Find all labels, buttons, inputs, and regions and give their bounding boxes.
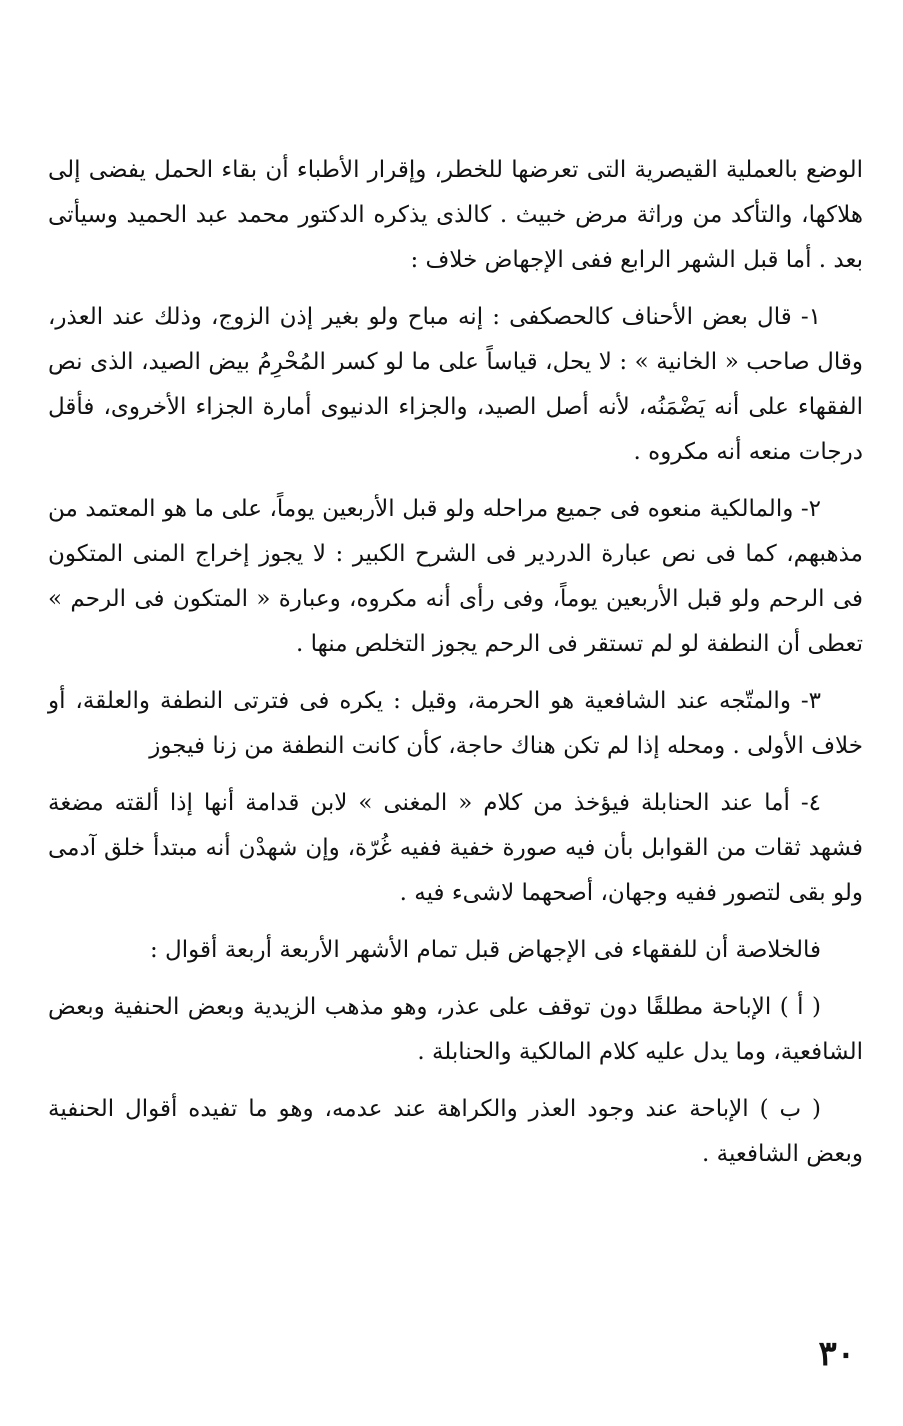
paragraph-hanbali: ٤- أما عند الحنابلة فيؤخذ من كلام « المغنى » لابن قدامة أنها إذا ألقته مضغة فشهد ثقات من القوابل بأن فيه صورة خفية ففيه غُرّة، وإن شهدْن أنه مبتدأ خلق آدمى ولو بقى لتصور ففيه وجهان، أصحهما لاشىء فيه .	[48, 790, 863, 906]
paragraph-shafii: ٣- والمتّجه عند الشافعية هو الحرمة، وقيل : يكره فى فترتى النطفة والعلقة، أو خلاف الأولى . ومحله إذا لم تكن هناك حاجة، كأن كانت النطفة من زنا فيجوز	[48, 688, 863, 759]
paragraph-opinion-a: ( أ ) الإباحة مطلقًا دون توقف على عذر، وهو مذهب الزيدية وبعض الحنفية وبعض الشافعية، وما يدل عليه كلام المالكية والحنابلة .	[48, 994, 863, 1065]
page-body	[48, 148, 863, 1189]
paragraph-summary: فالخلاصة أن للفقهاء فى الإجهاض قبل تمام الأشهر الأربعة أربعة أقوال :	[149, 937, 821, 963]
paragraph-hanafi: ١- قال بعض الأحناف كالحصكفى : إنه مباح ولو بغير إذن الزوج، وذلك عند العذر، وقال صاحب « الخانية » : لا يحل، قياساً على ما لو كسر المُحْرِمُ بيض الصيد، الذى نص الفقهاء على أنه يَضْمَنُه، لأنه أصل الصيد، والجزاء الدنيوى أمارة الجزاء الأخروى، فأقل درجات منعه أنه مكروه .	[48, 304, 863, 465]
paragraph-intro: الوضع بالعملية القيصرية التى تعرضها للخطر، وإقرار الأطباء أن بقاء الحمل يفضى إلى هلاكها، والتأكد من وراثة مرض خبيث . كالذى يذكره الدكتور محمد عبد الحميد وسيأتى بعد . أما قبل الشهر الرابع ففى الإجهاض خلاف :	[48, 157, 863, 273]
paragraph-opinion-b: ( ب ) الإباحة عند وجود العذر والكراهة عند عدمه، وهو ما تفيده أقوال الحنفية وبعض الشافعية .	[48, 1096, 863, 1167]
page-number: ٣٠	[818, 1334, 855, 1374]
paragraph-maliki: ٢- والمالكية منعوه فى جميع مراحله ولو قبل الأربعين يوماً، على ما هو المعتمد من مذهبهم، كما فى نص عبارة الدردير فى الشرح الكبير : لا يجوز إخراج المنى المتكون فى الرحم ولو قبل الأربعين يوماً، وفى رأى أنه مكروه، وعبارة « المتكون فى الرحم » تعطى أن النطفة لو لم تستقر فى الرحم يجوز التخلص منها .	[48, 496, 863, 657]
